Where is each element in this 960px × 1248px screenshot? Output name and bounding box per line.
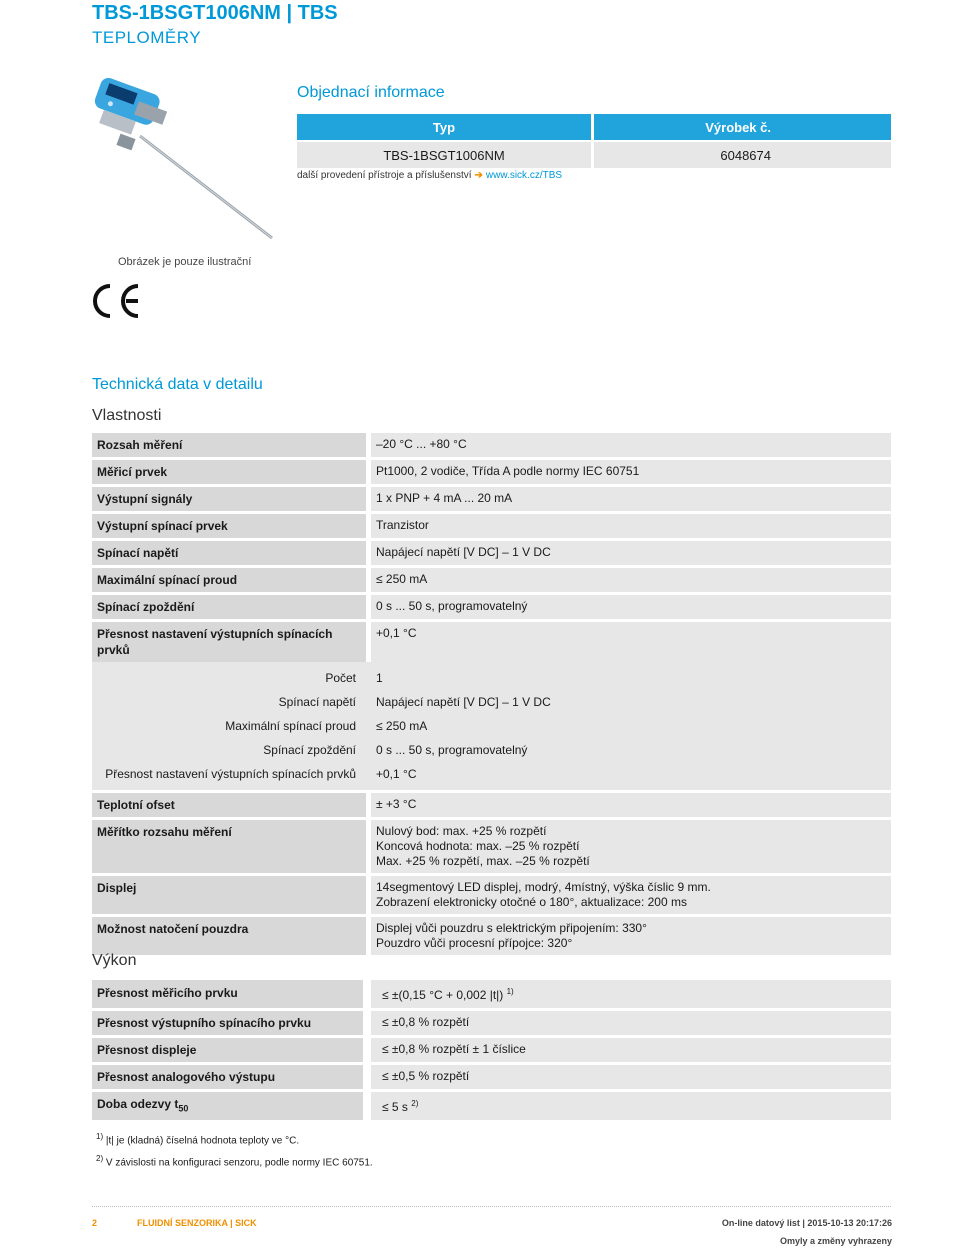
perf-value [371, 980, 891, 1008]
col-part-header: Výrobek č. [594, 114, 891, 140]
sub-value: +0,1 °C [376, 767, 417, 781]
feature-value: ± +3 °C [371, 793, 891, 817]
perf-value-text: ≤ ±0,5 % rozpětí [382, 1069, 470, 1083]
perf-value-text: ≤ ±0,8 % rozpětí [382, 1015, 470, 1029]
sub-value: Napájecí napětí [V DC] – 1 V DC [376, 695, 551, 709]
page-number: 2 [92, 1218, 98, 1228]
rotation-line: Displej vůči pouzdru s elektrickým připojením: 330° [376, 921, 647, 935]
perf-label: Přesnost měřicího prvku [92, 980, 363, 1008]
sub-value: ≤ 250 mA [376, 719, 428, 733]
footnote-text: |t| je (kladná) číselná hodnota teploty ve °C. [105, 1135, 300, 1147]
datasheet-info: On-line datový list | 2015-10-13 20:17:26 [721, 1218, 892, 1228]
perf-value-text: ≤ ±(0,15 °C + 0,002 |t|) [382, 988, 504, 1002]
perf-label: Přesnost analogového výstupu [92, 1065, 363, 1089]
feature-value: ≤ 250 mA [371, 568, 891, 592]
disclaimer: Omyly a změny vyhrazeny [779, 1236, 892, 1246]
page-subtitle: TEPLOMĚRY [92, 28, 202, 47]
perf-label: Přesnost výstupního spínacího prvku [92, 1011, 363, 1035]
sub-value: 1 [376, 671, 383, 685]
features-title: Vlastnosti [92, 407, 162, 424]
footnote-text: V závislosti na konfiguraci senzoru, podle normy IEC 60751. [105, 1157, 373, 1169]
feature-value: Napájecí napětí [V DC] – 1 V DC [371, 541, 891, 565]
perf-label [92, 1092, 363, 1120]
feature-label: Výstupní spínací prvek [92, 514, 366, 538]
display-line: 14segmentový LED displej, modrý, 4místný, výška číslic 9 mm. [376, 880, 711, 894]
footer-divider [92, 1206, 891, 1207]
footnote [96, 1150, 373, 1172]
feature-value: 1 x PNP + 4 mA ... 20 mA [371, 487, 891, 511]
display-line: Zobrazení elektronicky otočné o 180°, aktualizace: 200 ms [376, 895, 687, 909]
feature-label: Spínací napětí [92, 541, 366, 565]
feature-value: +0,1 °C [371, 622, 891, 662]
perf-label-sub: 50 [178, 1103, 189, 1114]
order-note-text: další provedení přístroje a příslušenství [297, 170, 472, 181]
scale-line: Koncová hodnota: max. –25 % rozpětí [376, 839, 580, 853]
tech-data-title: Technická data v detailu [92, 376, 263, 393]
feature-label: Rozsah měření [92, 433, 366, 457]
sub-label: Počet [325, 671, 356, 685]
footnote-mark: 2) [96, 1154, 104, 1164]
rotation-line: Pouzdro vůči procesní přípojce: 320° [376, 936, 573, 950]
feature-label: Přesnost nastavení výstupních spínacích prvků [92, 622, 366, 662]
feature-label: Měřítko rozsahu měření [92, 820, 366, 873]
footnotes [96, 1128, 373, 1173]
feature-label: Maximální spínací proud [92, 568, 366, 592]
feature-value: –20 °C ... +80 °C [371, 433, 891, 457]
features-table [92, 433, 891, 958]
perf-value [371, 1011, 891, 1035]
footnote-ref: 2) [411, 1099, 419, 1108]
perf-value [371, 1065, 891, 1089]
footnote-ref: 1) [506, 987, 514, 996]
feature-value [371, 917, 891, 955]
feature-value: Tranzistor [371, 514, 891, 538]
sub-value: 0 s ... 50 s, programovatelný [376, 743, 528, 757]
image-caption: Obrázek je pouze ilustrační [118, 256, 252, 268]
feature-label: Teplotní ofset [92, 793, 366, 817]
sub-label: Maximální spínací proud [225, 719, 356, 733]
ordering-title: Objednací informace [297, 84, 445, 101]
feature-label: Možnost natočení pouzdra [92, 917, 366, 955]
feature-value [371, 820, 891, 873]
feature-value: 0 s ... 50 s, programovatelný [371, 595, 891, 619]
page-title: TBS-1BSGT1006NM | TBS [92, 2, 338, 24]
feature-value [371, 876, 891, 914]
sub-table [92, 662, 891, 790]
part-value: 6048674 [594, 142, 891, 168]
scale-line: Nulový bod: max. +25 % rozpětí [376, 824, 547, 838]
sub-label: Spínací napětí [278, 695, 356, 709]
feature-label: Výstupní signály [92, 487, 366, 511]
footer-brand: FLUIDNÍ SENZORIKA | SICK [137, 1218, 257, 1228]
performance-table [92, 980, 891, 1123]
footnote [96, 1128, 373, 1150]
type-value: TBS-1BSGT1006NM [297, 142, 591, 168]
ce-mark-icon [90, 282, 144, 320]
sub-label: Spínací zpoždění [263, 743, 356, 757]
product-image [88, 78, 278, 243]
feature-label: Měřicí prvek [92, 460, 366, 484]
perf-label: Přesnost displeje [92, 1038, 363, 1062]
perf-value [371, 1092, 891, 1120]
perf-value-text: ≤ ±0,8 % rozpětí ± 1 číslice [382, 1042, 526, 1056]
footnote-mark: 1) [96, 1132, 104, 1141]
feature-label: Displej [92, 876, 366, 914]
arrow-right-icon: ➔ [474, 170, 483, 181]
perf-value [371, 1038, 891, 1062]
col-type-header: Typ [297, 114, 591, 140]
perf-label-text: Doba odezvy t [97, 1097, 179, 1111]
order-link[interactable]: www.sick.cz/TBS [485, 170, 563, 181]
perf-value-text: ≤ 5 s [382, 1100, 408, 1114]
feature-label: Spínací zpoždění [92, 595, 366, 619]
ordering-table [297, 114, 891, 168]
sub-label: Přesnost nastavení výstupních spínacích prvků [105, 767, 356, 781]
feature-value: Pt1000, 2 vodiče, Třída A podle normy IEC 60751 [371, 460, 891, 484]
order-note [297, 170, 562, 181]
performance-title: Výkon [92, 952, 137, 969]
scale-line: Max. +25 % rozpětí, max. –25 % rozpětí [376, 854, 590, 868]
